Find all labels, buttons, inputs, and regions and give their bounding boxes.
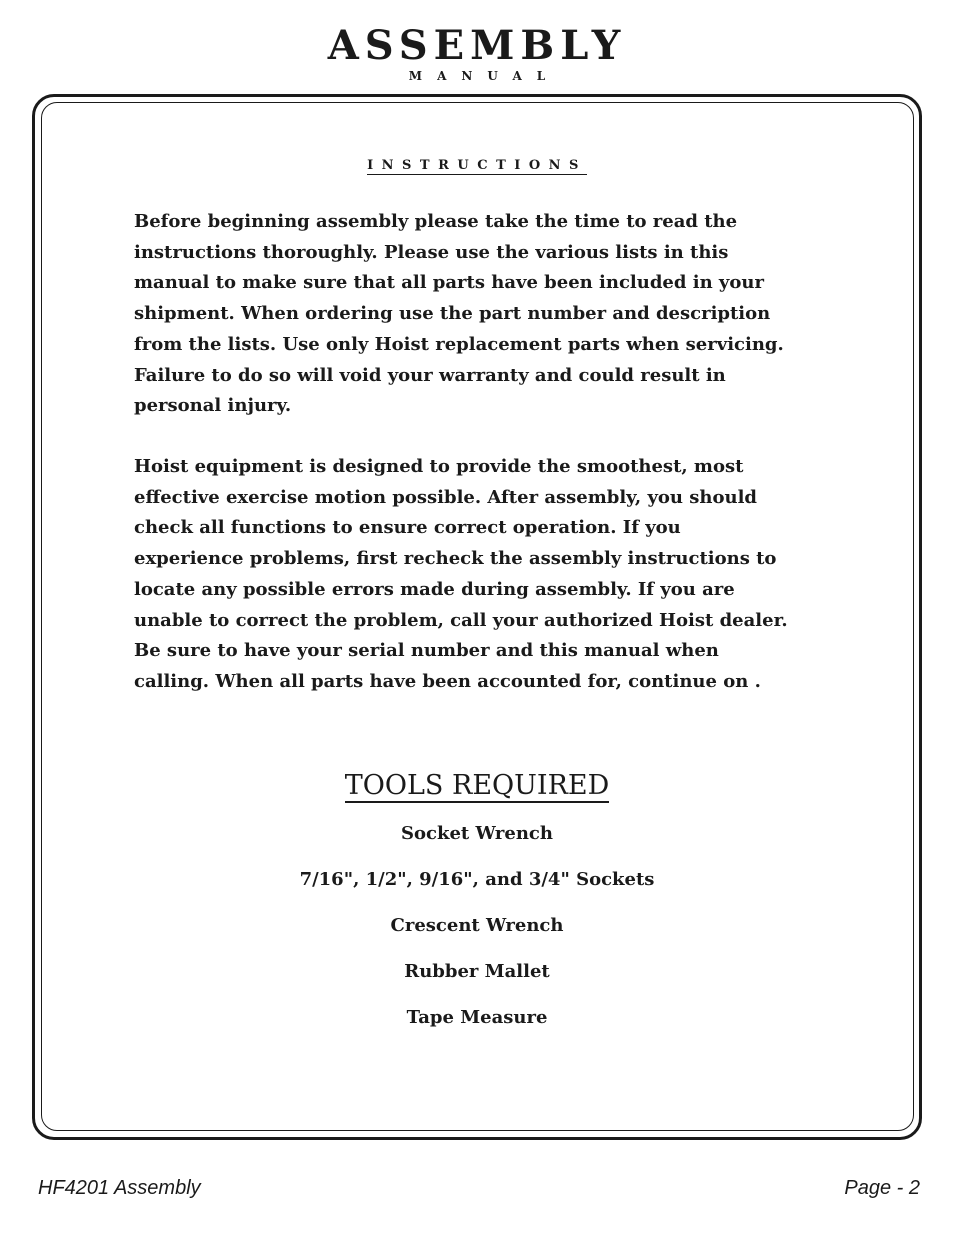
tools-heading (0, 768, 954, 804)
tool-item: Tape Measure (406, 1007, 548, 1028)
manual-title: ASSEMBLY (327, 22, 627, 69)
instructions-paragraph-1: Before beginning assembly please take the time to read the instructions thoroughly. Please use the various lists in this manual to make sure that all parts have been included in your shipment. When ordering use the part number and description from the lists. Use only Hoist replacement parts when servicing. Failure to do so will void your warranty and could result in personal injury. (134, 211, 784, 417)
tool-item: 7/16", 1/2", 9/16", and 3/4" Sockets (299, 869, 655, 890)
instructions-paragraph-2: Hoist equipment is designed to provide the smoothest, most effective exercise motion possible. After assembly, you should check all functions to ensure correct operation. If you experience problems, first recheck the assembly instructions to locate any possible errors made during assembly. If you are unable to correct the problem, call your authorized Hoist dealer. Be sure to have your serial number and this manual when calling. When all parts have been accounted for, continue on . (134, 456, 788, 692)
manual-subtitle: MANUAL (408, 69, 561, 83)
instructions-heading-text: INSTRUCTIONS (367, 158, 587, 173)
tool-item: Rubber Mallet (404, 961, 550, 982)
footer-page-number: Page - 2 (844, 1177, 920, 1199)
tools-heading-text: TOOLS REQUIRED (344, 770, 610, 801)
tool-item: Socket Wrench (401, 823, 553, 844)
tool-item: Crescent Wrench (390, 915, 564, 936)
footer-model: HF4201 Assembly (38, 1177, 201, 1199)
instructions-heading (0, 157, 954, 175)
tools-list (0, 818, 954, 1048)
